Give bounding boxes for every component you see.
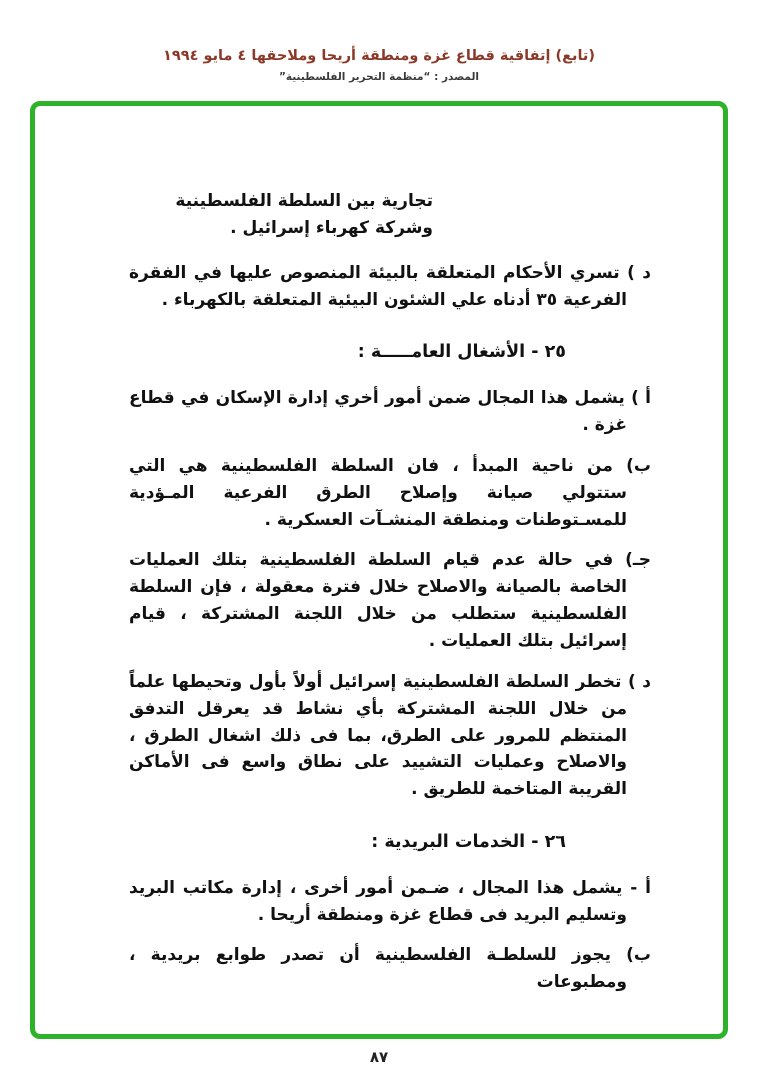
document-title: (تابع) إتفاقية قطاع غزة ومنطقة أريحا وملاحقها ٤ مايو ١٩٩٤ (163, 48, 595, 64)
clause-d-environment: د ) تسري الأحكام المتعلقة بالبيئة المنصوص عليها في الفقرة الفرعية ٣٥ أدناه علي الشئون البيئية المتعلقة بالكهرباء . (129, 262, 651, 310)
section-26-item-a: أ - يشمل هذا المجال ، ضـمن أمور أخرى ، إدارة مكاتب البريد وتسليم البريد فى قطاع غزة ومنطقة أريحا . (129, 877, 651, 925)
section-25-item-b: ب) من ناحية المبدأ ، فان السلطة الفلسطينية هي التي ستتولي صيانة وإصلاح الطرق الفرعية المـؤدية للمسـتوطنات ومنطقة المنشـآت العسكرية . (129, 455, 651, 530)
page-number: ٨٧ (369, 1048, 389, 1066)
continuation-line: تجارية بين السلطة الفلسطينية وشركة كهرباء إسرائيل . (175, 191, 433, 238)
section-25-item-d: د ) تخطر السلطة الفلسطينية إسرائيل أولاً بأول وتحيطها علماً من خلال اللجنة المشتركة بأي نشاط قد يعرقل التدفق المنتظم للمرور على الطرق، بما فى ذلك اشغال الطرق ، والاصلاح وعمليات التشييد على نطاق واسع فى الأماكن القريبة المتاخمة للطريق . (129, 671, 651, 800)
section-25-item-a: أ ) يشمل هذا المجال ضمن أمور أخري إدارة الإسكان في قطاع غزة . (129, 388, 651, 435)
page-footer (0, 1047, 758, 1066)
document-content (35, 106, 723, 996)
page-header (0, 48, 758, 83)
document-source: المصدر : “منظمة التحرير الفلسطينية” (278, 71, 479, 83)
section-25-item-c: جـ) في حالة عدم قيام السلطة الفلسطينية بتلك العمليات الخاصة بالصيانة والاصلاح خلال فترة معقولة ، فإن السلطة الفلسطينية ستطلب من خلال اللجنة المشتركة ، قيام إسرائيل بتلك العمليات . (129, 550, 651, 651)
section-26-item-b: ب) يجوز للسلطـة الفلسطينية أن تصدر طوابع بريدية ، ومطبوعات (129, 945, 651, 993)
section-25-heading: ٢٥ - الأشغال العامـــــة : (357, 342, 566, 363)
section-26-heading: ٢٦ - الخدمات البريدية : (371, 832, 566, 853)
document-frame (30, 101, 728, 1039)
